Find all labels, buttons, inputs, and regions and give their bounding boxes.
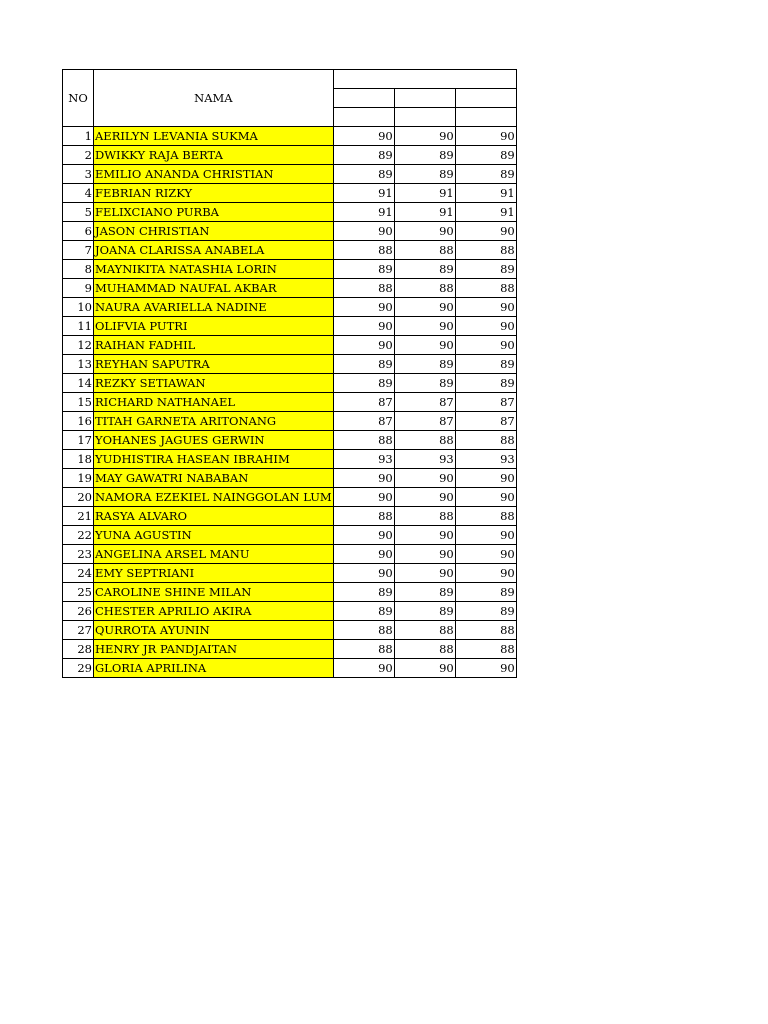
table-row xyxy=(63,564,517,583)
table-row xyxy=(63,507,517,526)
row-number-cell: 16 xyxy=(63,412,94,431)
table-row xyxy=(63,146,517,165)
table-row xyxy=(63,374,517,393)
group-header xyxy=(333,70,516,89)
score-cell-1: 89 xyxy=(333,146,394,165)
score-cell-2: 88 xyxy=(394,621,455,640)
table-row xyxy=(63,184,517,203)
score-cell-1: 88 xyxy=(333,241,394,260)
table-row xyxy=(63,317,517,336)
table-row xyxy=(63,640,517,659)
student-name-cell: CHESTER APRILIO AKIRA xyxy=(94,602,334,621)
row-number-cell: 17 xyxy=(63,431,94,450)
score-cell-2: 90 xyxy=(394,127,455,146)
student-name-cell: RASYA ALVARO xyxy=(94,507,334,526)
score-cell-3: 90 xyxy=(455,659,516,678)
score-cell-1: 89 xyxy=(333,374,394,393)
score-cell-3: 93 xyxy=(455,450,516,469)
row-number-cell: 2 xyxy=(63,146,94,165)
score-cell-2: 90 xyxy=(394,564,455,583)
table-row xyxy=(63,355,517,374)
table-row xyxy=(63,165,517,184)
score-cell-1: 90 xyxy=(333,545,394,564)
score-cell-3: 88 xyxy=(455,640,516,659)
score-cell-2: 89 xyxy=(394,374,455,393)
sub-header-1 xyxy=(333,89,394,108)
table-row xyxy=(63,127,517,146)
student-name-cell: ANGELINA ARSEL MANU xyxy=(94,545,334,564)
score-cell-1: 87 xyxy=(333,393,394,412)
student-name-cell: YOHANES JAGUES GERWIN xyxy=(94,431,334,450)
score-cell-1: 89 xyxy=(333,355,394,374)
score-cell-2: 90 xyxy=(394,469,455,488)
score-cell-2: 88 xyxy=(394,279,455,298)
row-number-cell: 25 xyxy=(63,583,94,602)
score-cell-3: 90 xyxy=(455,564,516,583)
student-name-cell: EMY SEPTRIANI xyxy=(94,564,334,583)
table-row xyxy=(63,298,517,317)
row-number-cell: 29 xyxy=(63,659,94,678)
score-cell-2: 90 xyxy=(394,298,455,317)
score-cell-1: 88 xyxy=(333,621,394,640)
row-number-cell: 8 xyxy=(63,260,94,279)
score-cell-3: 90 xyxy=(455,127,516,146)
score-cell-1: 90 xyxy=(333,469,394,488)
student-name-cell: TITAH GARNETA ARITONANG xyxy=(94,412,334,431)
row-number-cell: 22 xyxy=(63,526,94,545)
student-name-cell: NAURA AVARIELLA NADINE xyxy=(94,298,334,317)
table-row xyxy=(63,659,517,678)
row-number-cell: 14 xyxy=(63,374,94,393)
score-cell-3: 89 xyxy=(455,583,516,602)
score-cell-3: 90 xyxy=(455,336,516,355)
score-cell-3: 89 xyxy=(455,165,516,184)
student-name-cell: AERILYN LEVANIA SUKMA xyxy=(94,127,334,146)
student-name-cell: MUHAMMAD NAUFAL AKBAR xyxy=(94,279,334,298)
score-cell-1: 93 xyxy=(333,450,394,469)
score-cell-2: 90 xyxy=(394,222,455,241)
score-cell-1: 89 xyxy=(333,602,394,621)
row-number-cell: 1 xyxy=(63,127,94,146)
sub-header-2 xyxy=(394,89,455,108)
score-cell-2: 89 xyxy=(394,602,455,621)
score-cell-3: 90 xyxy=(455,298,516,317)
student-name-cell: QURROTA AYUNIN xyxy=(94,621,334,640)
table-row xyxy=(63,526,517,545)
student-name-cell: GLORIA APRILINA xyxy=(94,659,334,678)
score-cell-3: 88 xyxy=(455,431,516,450)
row-number-cell: 11 xyxy=(63,317,94,336)
student-name-cell: MAY GAWATRI NABABAN xyxy=(94,469,334,488)
row-number-cell: 9 xyxy=(63,279,94,298)
student-name-cell: REYHAN SAPUTRA xyxy=(94,355,334,374)
row-number-cell: 23 xyxy=(63,545,94,564)
row-number-cell: 7 xyxy=(63,241,94,260)
score-cell-3: 90 xyxy=(455,469,516,488)
score-cell-2: 88 xyxy=(394,241,455,260)
student-name-cell: NAMORA EZEKIEL NAINGGOLAN LUM xyxy=(94,488,334,507)
row-number-cell: 4 xyxy=(63,184,94,203)
table-row xyxy=(63,545,517,564)
score-cell-3: 90 xyxy=(455,545,516,564)
score-cell-1: 90 xyxy=(333,222,394,241)
score-table-body xyxy=(63,70,517,678)
row-number-cell: 27 xyxy=(63,621,94,640)
score-cell-3: 89 xyxy=(455,260,516,279)
score-table xyxy=(62,69,517,678)
score-cell-1: 91 xyxy=(333,203,394,222)
student-name-cell: CAROLINE SHINE MILAN xyxy=(94,583,334,602)
score-cell-2: 90 xyxy=(394,317,455,336)
score-cell-3: 88 xyxy=(455,241,516,260)
table-row xyxy=(63,469,517,488)
score-cell-3: 90 xyxy=(455,222,516,241)
score-cell-3: 88 xyxy=(455,507,516,526)
row-number-cell: 10 xyxy=(63,298,94,317)
row-number-cell: 21 xyxy=(63,507,94,526)
score-cell-1: 87 xyxy=(333,412,394,431)
score-cell-2: 90 xyxy=(394,526,455,545)
row-number-cell: 20 xyxy=(63,488,94,507)
score-cell-3: 90 xyxy=(455,488,516,507)
blank-header-cell-2 xyxy=(394,108,455,127)
score-cell-1: 90 xyxy=(333,336,394,355)
table-row xyxy=(63,412,517,431)
name-header: NAMA xyxy=(94,70,334,127)
score-cell-1: 90 xyxy=(333,564,394,583)
student-name-cell: YUNA AGUSTIN xyxy=(94,526,334,545)
student-name-cell: MAYNIKITA NATASHIA LORIN xyxy=(94,260,334,279)
table-row xyxy=(63,336,517,355)
score-cell-1: 88 xyxy=(333,640,394,659)
blank-header-cell-1 xyxy=(333,108,394,127)
row-number-cell: 12 xyxy=(63,336,94,355)
table-row xyxy=(63,450,517,469)
score-cell-1: 89 xyxy=(333,165,394,184)
row-number-cell: 18 xyxy=(63,450,94,469)
score-cell-3: 90 xyxy=(455,526,516,545)
score-cell-1: 88 xyxy=(333,507,394,526)
score-cell-3: 91 xyxy=(455,203,516,222)
row-number-cell: 26 xyxy=(63,602,94,621)
row-number-cell: 3 xyxy=(63,165,94,184)
score-cell-2: 89 xyxy=(394,165,455,184)
sub-header-3 xyxy=(455,89,516,108)
row-number-cell: 13 xyxy=(63,355,94,374)
score-cell-3: 88 xyxy=(455,279,516,298)
student-name-cell: FEBRIAN RIZKY xyxy=(94,184,334,203)
score-cell-2: 90 xyxy=(394,488,455,507)
row-number-cell: 19 xyxy=(63,469,94,488)
score-cell-3: 89 xyxy=(455,602,516,621)
table-row xyxy=(63,241,517,260)
table-row xyxy=(63,222,517,241)
score-cell-1: 88 xyxy=(333,279,394,298)
student-name-cell: YUDHISTIRA HASEAN IBRAHIM xyxy=(94,450,334,469)
score-cell-2: 90 xyxy=(394,659,455,678)
table-row xyxy=(63,583,517,602)
table-row xyxy=(63,431,517,450)
table-row xyxy=(63,621,517,640)
row-number-cell: 15 xyxy=(63,393,94,412)
student-name-cell: RICHARD NATHANAEL xyxy=(94,393,334,412)
score-cell-2: 87 xyxy=(394,393,455,412)
header-row-1 xyxy=(63,70,517,89)
row-number-cell: 6 xyxy=(63,222,94,241)
score-cell-2: 89 xyxy=(394,260,455,279)
student-name-cell: REZKY SETIAWAN xyxy=(94,374,334,393)
score-cell-2: 89 xyxy=(394,583,455,602)
score-cell-2: 90 xyxy=(394,545,455,564)
student-name-cell: EMILIO ANANDA CHRISTIAN xyxy=(94,165,334,184)
score-cell-2: 87 xyxy=(394,412,455,431)
score-cell-3: 89 xyxy=(455,146,516,165)
score-cell-3: 89 xyxy=(455,374,516,393)
student-name-cell: OLIFVIA PUTRI xyxy=(94,317,334,336)
student-name-cell: FELIXCIANO PURBA xyxy=(94,203,334,222)
row-number-cell: 24 xyxy=(63,564,94,583)
score-cell-2: 93 xyxy=(394,450,455,469)
score-cell-3: 89 xyxy=(455,355,516,374)
student-name-cell: RAIHAN FADHIL xyxy=(94,336,334,355)
score-cell-2: 91 xyxy=(394,203,455,222)
score-cell-2: 88 xyxy=(394,431,455,450)
score-cell-1: 89 xyxy=(333,260,394,279)
score-cell-1: 90 xyxy=(333,526,394,545)
student-name-cell: DWIKKY RAJA BERTA xyxy=(94,146,334,165)
score-cell-3: 90 xyxy=(455,317,516,336)
score-cell-3: 91 xyxy=(455,184,516,203)
score-cell-1: 90 xyxy=(333,127,394,146)
score-cell-3: 87 xyxy=(455,393,516,412)
score-cell-2: 89 xyxy=(394,355,455,374)
student-name-cell: JASON CHRISTIAN xyxy=(94,222,334,241)
score-cell-2: 88 xyxy=(394,640,455,659)
table-row xyxy=(63,203,517,222)
score-cell-2: 91 xyxy=(394,184,455,203)
score-cell-3: 88 xyxy=(455,621,516,640)
row-number-cell: 5 xyxy=(63,203,94,222)
blank-header-cell-3 xyxy=(455,108,516,127)
table-row xyxy=(63,393,517,412)
score-cell-1: 90 xyxy=(333,298,394,317)
student-name-cell: HENRY JR PANDJAITAN xyxy=(94,640,334,659)
student-name-cell: JOANA CLARISSA ANABELA xyxy=(94,241,334,260)
table-row xyxy=(63,602,517,621)
table-row xyxy=(63,279,517,298)
row-number-cell: 28 xyxy=(63,640,94,659)
score-cell-1: 91 xyxy=(333,184,394,203)
score-cell-1: 89 xyxy=(333,583,394,602)
score-cell-2: 90 xyxy=(394,336,455,355)
score-cell-2: 89 xyxy=(394,146,455,165)
score-cell-3: 87 xyxy=(455,412,516,431)
no-header: NO xyxy=(63,70,94,127)
score-cell-1: 90 xyxy=(333,317,394,336)
score-cell-1: 88 xyxy=(333,431,394,450)
table-row xyxy=(63,260,517,279)
table-row xyxy=(63,488,517,507)
score-cell-1: 90 xyxy=(333,659,394,678)
score-cell-1: 90 xyxy=(333,488,394,507)
score-cell-2: 88 xyxy=(394,507,455,526)
